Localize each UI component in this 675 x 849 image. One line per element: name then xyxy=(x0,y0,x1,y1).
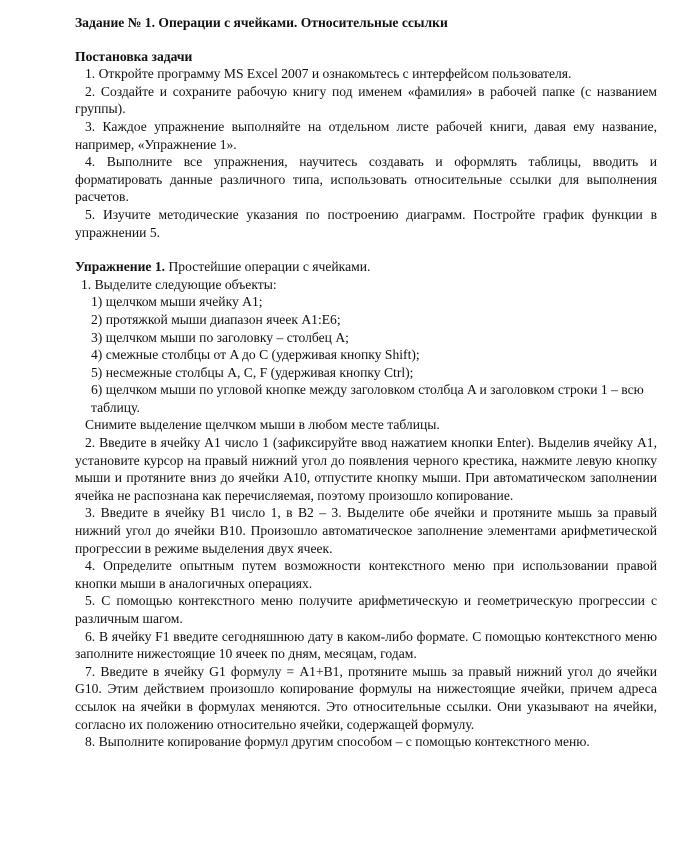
section-heading-task: Постановка задачи xyxy=(75,48,193,64)
exercise-item-4: 4. Определите опытным путем возможности контекстного меню при использовании правой кнопки мыши в аналогичных операциях. xyxy=(75,558,657,591)
exercise-item-7: 7. Введите в ячейку G1 формулу = A1+B1, протяните мышь за правый нижний угол до ячейки G10. Этим действием произошло копирование формулы на нижестоящие ячейки, причем адреса ссылок на ячейки в формулах меняются. Это относительные ссылки. Они указывают на ячейки, согласно их положению относительно ячейки, содержащей формулу. xyxy=(75,663,657,732)
task-item-3: 3. Каждое упражнение выполняйте на отдельном листе рабочей книги, давая ему название, например, «Упражнение 1». xyxy=(75,118,657,152)
selection-subitem-6: 6) щелчком мыши по угловой кнопке между заголовком столбца A и заголовком строки 1 – всю таблицу. xyxy=(91,382,644,415)
selection-subitem-1: 1) щелчком мыши ячейку A1; xyxy=(91,294,263,310)
selection-note: Снимите выделение щелчком мыши в любом месте таблицы. xyxy=(85,417,440,433)
exercise-heading-label: Упражнение 1. xyxy=(75,259,166,275)
exercise-item-2: 2. Введите в ячейку A1 число 1 (зафиксируйте ввод нажатием кнопки Enter). Выделив ячейку A1, установите курсор на правый нижний угол до появления черного крестика, нажмите левую кнопку мыши и протяните вниз до ячейки A10, отпустите кнопку мыши. При автоматическом заполнении ячейка не распознана как перечисляемая, поэтому произошло копирование. xyxy=(75,435,657,503)
exercise-item-5: 5. С помощью контекстного меню получите арифметическую и геометрическую прогрессии с различным шагом. xyxy=(75,593,657,626)
selection-subitem-2: 2) протяжкой мыши диапазон ячеек A1:E6; xyxy=(91,311,341,327)
selection-subitem-3: 3) щелчком мыши по заголовку – столбец A; xyxy=(91,329,349,345)
selection-subitem-4: 4) смежные столбцы от A до C (удерживая кнопку Shift); xyxy=(91,347,420,363)
task-item-5: 5. Изучите методические указания по построению диаграмм. Постройте график функции в упражнении 5. xyxy=(75,206,657,240)
section-gap xyxy=(75,241,657,258)
exercise-heading-text: Простейшие операции с ячейками. xyxy=(165,259,371,275)
document-title: Задание № 1. Операции с ячейками. Относительные ссылки xyxy=(75,15,448,30)
task-item-4: 4. Выполните все упражнения, научитесь создавать и оформлять таблицы, вводить и форматировать данные различного типа, использовать относительные ссылки для выполнения расчетов. xyxy=(75,154,657,205)
exercise-item-8: 8. Выполните копирование формул другим способом – с помощью контекстного меню. xyxy=(85,734,590,750)
task-item-2: 2. Создайте и сохраните рабочую книгу под именем «фамилия» в рабочей папке (с названием группы). xyxy=(75,83,657,117)
exercise-heading xyxy=(75,258,657,276)
selection-subitem-5: 5) несмежные столбцы A, C, F (удерживая кнопку Ctrl); xyxy=(91,364,414,380)
exercise-item-3: 3. Введите в ячейку B1 число 1, в B2 – 3. Выделите обе ячейки и протяните мышь за правый нижний угол до ячейки B10. Произошло автоматическое заполнение элементами арифметической прогрессии в режиме выделения двух ячеек. xyxy=(75,505,657,556)
task-item-1: 1. Откройте программу MS Excel 2007 и ознакомьтесь с интерфейсом пользователя. xyxy=(85,66,572,82)
exercise-item-6: 6. В ячейку F1 введите сегодняшнюю дату в каком-либо формате. С помощью контекстного меню заполните нижестоящие 10 ячеек по дням, месяцам, годам. xyxy=(75,628,657,662)
exercise-intro: 1. Выделите следующие объекты: xyxy=(81,276,277,292)
